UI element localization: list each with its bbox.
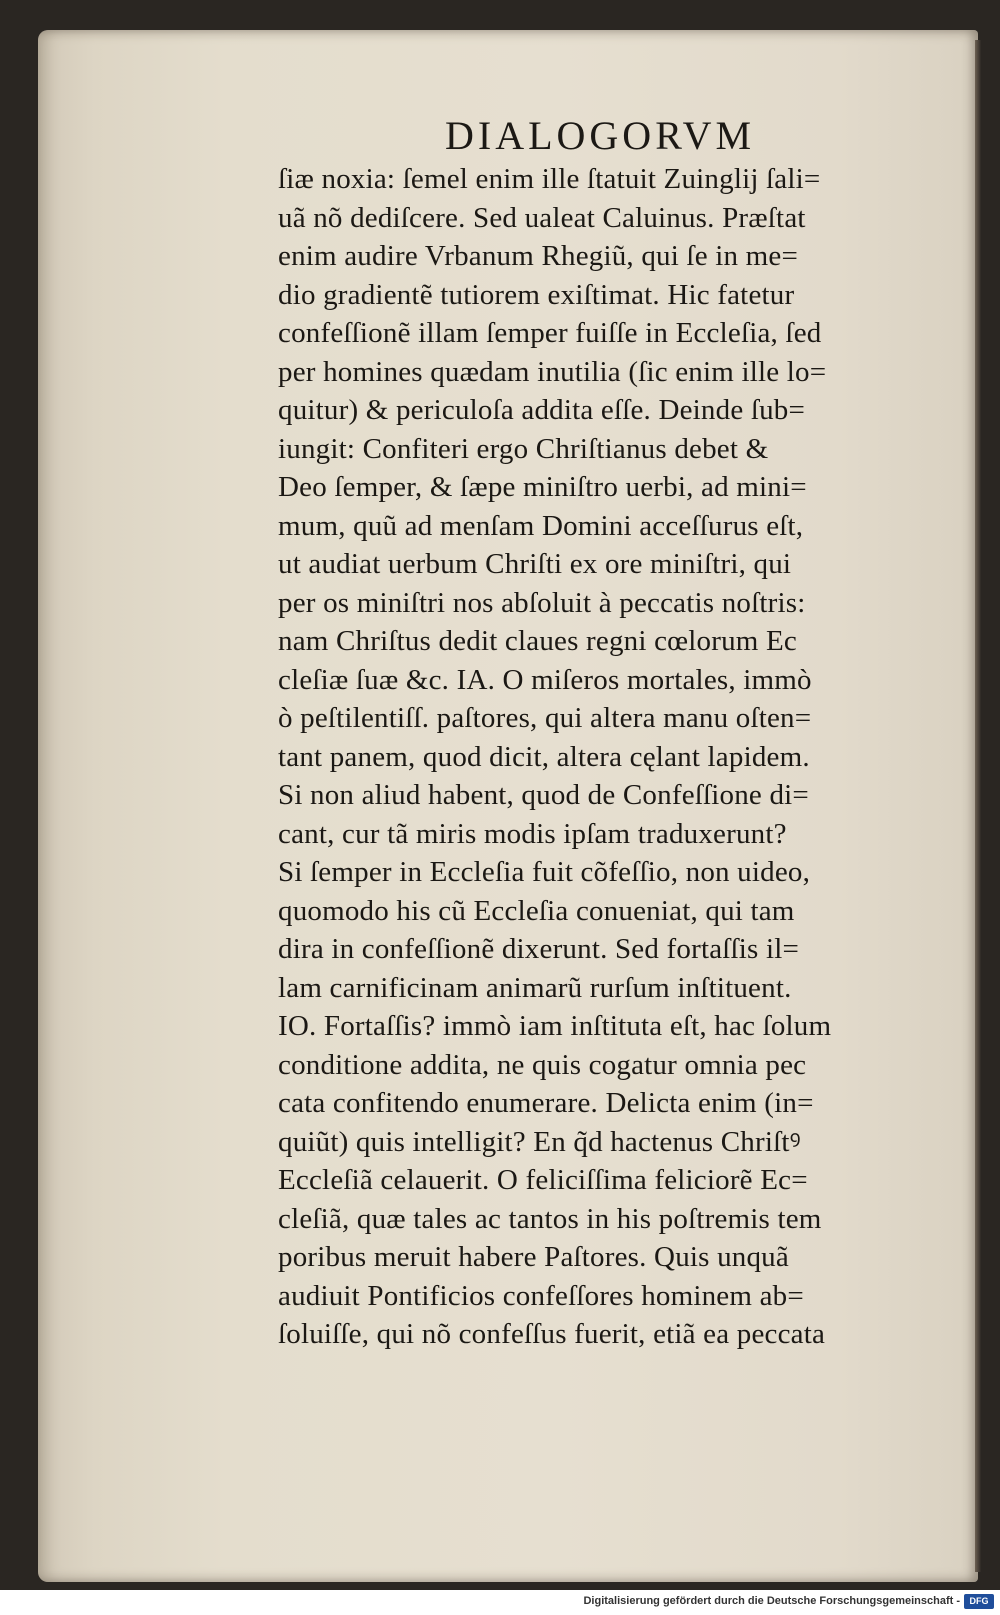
text-line: dira in confeſſionẽ dixerunt. Sed fortaſſis il= xyxy=(278,933,800,965)
text-line: Si ſemper in Eccleſia fuit cõfeſſio, non uideo, xyxy=(278,856,811,888)
dfg-logo-icon xyxy=(964,1594,994,1609)
text-line: ò peſtilentiſſ. paſtores, qui altera manu oſten= xyxy=(278,702,812,734)
text-line: IO. Fortaſſis? immò iam inſtituta eſt, hac ſolum xyxy=(278,1010,832,1042)
body-text xyxy=(278,160,988,1354)
footer-bar xyxy=(0,1590,1000,1615)
text-line: cleſiã, quæ tales ac tantos in his poſtremis tem xyxy=(278,1202,822,1235)
text-line: conditione addita, ne quis cogatur omnia pec xyxy=(278,1048,807,1081)
text-line: cant, cur tã miris modis ipſam traduxerunt? xyxy=(278,817,787,850)
text-line: quiũt) quis intelligit? En q̃d hactenus Chriſtꝰ xyxy=(278,1125,801,1158)
text-line: confeſſionẽ illam ſemper fuiſſe in Eccleſia, ſed xyxy=(278,317,822,349)
text-line: ſiæ noxia: ſemel enim ille ſtatuit Zuinglij ſali= xyxy=(278,163,821,195)
text-line: lam carnificinam animarũ rurſum inſtituent. xyxy=(278,971,792,1004)
text-line: mum, quũ ad menſam Domini acceſſurus eſt, xyxy=(278,509,804,542)
text-line: cata confitendo enumerare. Delicta enim (in= xyxy=(278,1087,814,1119)
text-line: uã nõ dediſcere. Sed ualeat Caluinus. Præſtat xyxy=(278,201,806,234)
text-line: ut audiat uerbum Chriſti ex ore miniſtri, qui xyxy=(278,548,792,580)
text-line: Eccleſiã celauerit. O feliciſſima feliciorẽ Ec= xyxy=(278,1164,808,1196)
text-line: poribus meruit habere Paſtores. Quis unquã xyxy=(278,1241,789,1273)
text-line: enim audire Vrbanum Rhegiũ, qui ſe in me= xyxy=(278,240,799,272)
text-line: nam Chriſtus dedit claues regni cœlorum Ec xyxy=(278,625,797,657)
text-line: cleſiæ ſuæ &c. IA. O miſeros mortales, immò xyxy=(278,663,812,696)
text-line: tant panem, quod dicit, altera cęlant lapidem. xyxy=(278,740,810,773)
text-line: Si non aliud habent, quod de Confeſſione di= xyxy=(278,779,809,811)
text-line: ſoluiſſe, qui nõ confeſſus fuerit, etiã ea peccata xyxy=(278,1318,826,1350)
digitization-credit: Digitalisierung gefördert durch die Deutsche Forschungsgemeinschaft - xyxy=(583,1595,960,1607)
text-line: audiuit Pontificios confeſſores hominem ab= xyxy=(278,1279,804,1312)
text-line: quitur) & periculoſa addita eſſe. Deinde ſub= xyxy=(278,394,806,426)
text-line: per os miniſtri nos abſoluit à peccatis noſtris: xyxy=(278,586,806,619)
text-line: quomodo his cũ Eccleſia conueniat, qui tam xyxy=(278,894,795,927)
text-line: per homines quædam inutilia (ſic enim ille lo= xyxy=(278,355,827,388)
text-line: Deo ſemper, & ſæpe miniſtro uerbi, ad mini= xyxy=(278,471,807,503)
running-head: DIALOGORVM xyxy=(445,113,756,158)
dfg-logo-text: DFG xyxy=(969,1596,989,1606)
text-line: dio gradientẽ tutiorem exiſtimat. Hic fatetur xyxy=(278,278,795,311)
text-line: iungit: Confiteri ergo Chriſtianus debet & xyxy=(278,432,769,465)
